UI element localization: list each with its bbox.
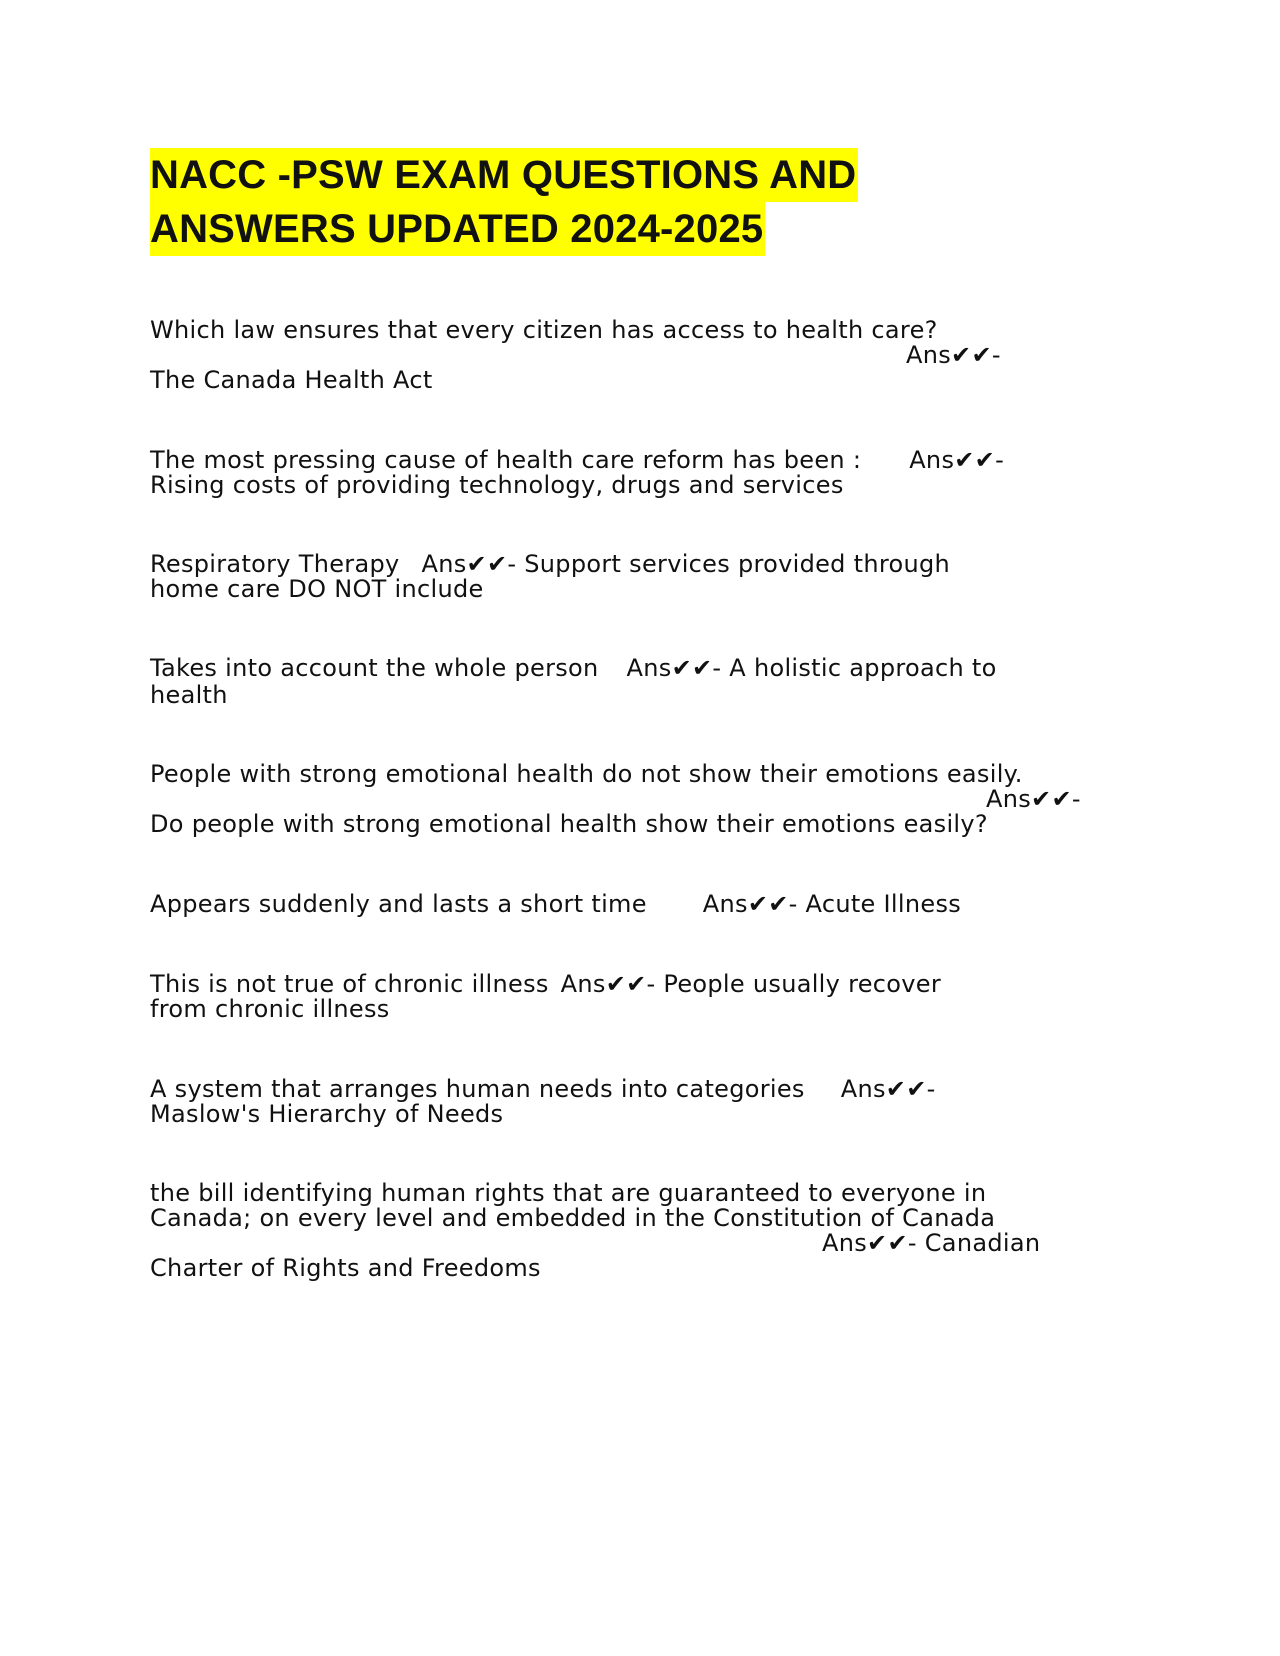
answer: Rising costs of providing technology, drugs and services [150,471,844,499]
answer: The Canada Health Act [150,366,433,394]
answer-part-1: People usually recover [663,970,942,998]
qa-item-2 [150,448,1110,498]
question: Takes into account the whole person [150,654,599,682]
title-line-2: ANSWERS UPDATED 2024-2025 [150,202,765,256]
answer-marker: Ans✔✔- [822,1229,917,1257]
answer-marker: Ans✔✔- [840,1075,936,1103]
answer-marker: Ans✔✔- [421,550,517,578]
qa-item-1 [150,318,1110,393]
question-part-1: the bill identifying human rights that are guaranteed to everyone in [150,1179,987,1207]
question: This is not true of chronic illness [150,970,549,998]
answer-part-2: health [150,681,228,709]
question: Respiratory Therapy [150,550,400,578]
answer-marker: Ans✔✔- [986,785,1081,813]
answer-part-1: Canadian [924,1229,1041,1257]
answer-part-2: home care DO NOT include [150,575,484,603]
qa-item-3 [150,552,1110,602]
qa-item-8 [150,1077,1110,1127]
answer: Maslow's Hierarchy of Needs [150,1100,504,1128]
answer: Acute Illness [805,890,962,918]
answer-part-2: from chronic illness [150,995,390,1023]
question: The most pressing cause of health care reform has been : [150,446,862,474]
qa-item-7 [150,972,1110,1022]
answer: Do people with strong emotional health show their emotions easily? [150,810,988,838]
answer-part-1: Support services provided through [524,550,951,578]
question: Which law ensures that every citizen has access to health care? [150,316,938,344]
answer-part-2: Charter of Rights and Freedoms [150,1254,541,1282]
qa-item-9 [150,1181,1110,1281]
question: A system that arranges human needs into categories [150,1075,805,1103]
question: Appears suddenly and lasts a short time [150,890,647,918]
answer-marker: Ans✔✔- [906,341,1001,369]
answer-marker: Ans✔✔- [702,890,798,918]
qa-item-5 [150,762,1110,837]
answer-marker: Ans✔✔- [560,970,656,998]
question-part-2: Canada; on every level and embedded in the Constitution of Canada [150,1204,996,1232]
qa-item-6 [150,892,1110,917]
title-line-1: NACC -PSW EXAM QUESTIONS AND [150,148,858,202]
qa-item-4 [150,656,1110,708]
answer-marker: Ans✔✔- [909,446,1005,474]
document-title [150,148,1050,256]
question: People with strong emotional health do not show their emotions easily. [150,760,1023,788]
answer-part-1: A holistic approach to [729,654,997,682]
answer-marker: Ans✔✔- [626,654,722,682]
